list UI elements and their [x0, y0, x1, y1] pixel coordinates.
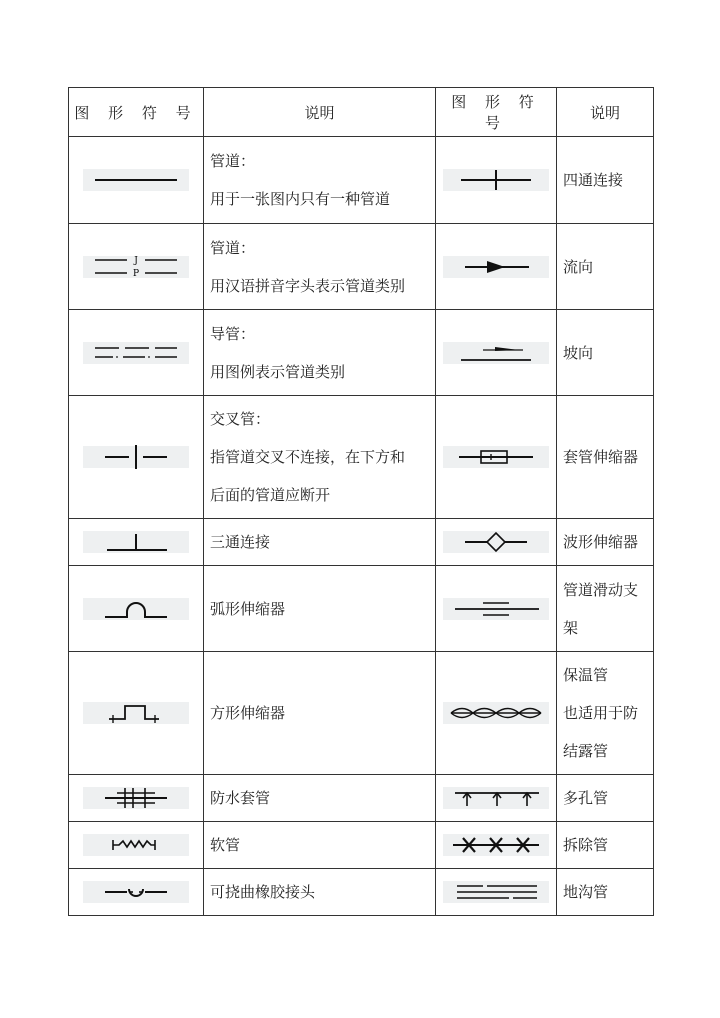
table-row: [69, 310, 654, 396]
slope-direction-icon: [443, 342, 549, 364]
insulated-pipe-icon: [443, 702, 549, 724]
table-row: [69, 652, 654, 775]
table-row: [69, 224, 654, 310]
row-desc-right: 套管伸缩器: [557, 396, 654, 519]
row-desc-right: 保温管 也适用于防 结露管: [557, 652, 654, 775]
row-desc-left: 管道： 用于一张图内只有一种管道: [204, 137, 436, 224]
row-desc-right: 地沟管: [557, 869, 654, 916]
sleeve-expansion-joint-icon: [443, 446, 549, 468]
table-row: [69, 137, 654, 224]
row-desc-left: 交叉管： 指管道交叉不连接，在下方和 后面的管道应断开: [204, 396, 436, 519]
sliding-support-icon: [443, 598, 549, 620]
table-row: [69, 396, 654, 519]
row-desc-left: 方形伸缩器: [204, 652, 436, 775]
waterproof-sleeve-icon: [83, 787, 189, 809]
header-description-1: 说明: [204, 88, 436, 137]
row-desc-right: 多孔管: [557, 775, 654, 822]
row-desc-left: 防水套管: [204, 775, 436, 822]
row-desc-right: 流向: [557, 224, 654, 310]
solid-pipe-line-icon: [83, 169, 189, 191]
demolition-pipe-icon: [443, 834, 549, 856]
row-desc-left: 管道： 用汉语拼音字头表示管道类别: [204, 224, 436, 310]
bellows-expansion-joint-icon: [443, 531, 549, 553]
crossing-pipe-icon: [83, 446, 189, 468]
flexible-rubber-joint-icon: [83, 881, 189, 903]
svg-text:J: J: [134, 255, 138, 266]
row-desc-right: 管道滑动支 架: [557, 566, 654, 652]
table-row: [69, 566, 654, 652]
svg-text:P: P: [132, 268, 140, 279]
labeled-pipe-icon: [83, 256, 189, 278]
perforated-pipe-icon: [443, 787, 549, 809]
row-desc-right: 拆除管: [557, 822, 654, 869]
table-row: [69, 519, 654, 566]
dash-dot-conduit-icon: [83, 342, 189, 364]
table-row: [69, 822, 654, 869]
row-desc-right: 坡向: [557, 310, 654, 396]
header-symbol-2: 图 形 符 号: [436, 88, 557, 137]
row-desc-left: 软管: [204, 822, 436, 869]
four-way-cross-icon: [443, 169, 549, 191]
flow-direction-arrow-icon: [443, 256, 549, 278]
table-row: [69, 869, 654, 916]
header-symbol-1: 图 形 符 号: [69, 88, 204, 137]
pipe-symbol-table: [68, 87, 654, 916]
arc-expansion-joint-icon: [83, 598, 189, 620]
row-desc-right: 波形伸缩器: [557, 519, 654, 566]
table-header-row: [69, 88, 654, 137]
row-desc-left: 可挠曲橡胶接头: [204, 869, 436, 916]
tee-connection-icon: [83, 531, 189, 553]
trench-pipe-icon: [443, 881, 549, 903]
square-expansion-joint-icon: [83, 702, 189, 724]
row-desc-left: 导管： 用图例表示管道类别: [204, 310, 436, 396]
row-desc-left: 弧形伸缩器: [204, 566, 436, 652]
row-desc-left: 三通连接: [204, 519, 436, 566]
header-description-2: 说明: [557, 88, 654, 137]
flexible-hose-icon: [83, 834, 189, 856]
table-row: [69, 775, 654, 822]
row-desc-right: 四通连接: [557, 137, 654, 224]
